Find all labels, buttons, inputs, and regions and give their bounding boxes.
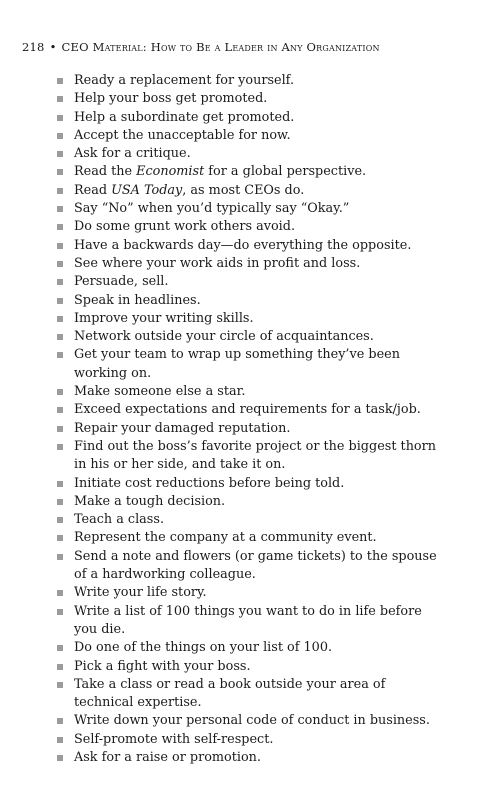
text-segment: Represent the company at a community event. bbox=[74, 530, 377, 546]
square-bullet-icon bbox=[57, 737, 63, 743]
list-item-text bbox=[74, 347, 400, 380]
list-item-text bbox=[74, 476, 344, 491]
list-item bbox=[57, 163, 442, 181]
text-segment: Exceed expectations and requirements for a task/job. bbox=[74, 402, 421, 418]
list-item-text bbox=[74, 732, 273, 747]
text-segment: Initiate cost reductions before being told. bbox=[74, 475, 345, 491]
list-item bbox=[57, 749, 442, 767]
text-segment: Improve your writing skills. bbox=[74, 310, 254, 326]
list-item bbox=[57, 218, 442, 236]
list-item-text bbox=[74, 201, 349, 216]
text-segment: Have a backwards day—do everything the opposite. bbox=[74, 237, 412, 253]
list-item bbox=[57, 438, 442, 475]
list-item bbox=[57, 603, 442, 640]
list-item bbox=[57, 109, 442, 127]
text-segment: Write a list of 100 things you want to do in life before you die. bbox=[74, 603, 422, 637]
square-bullet-icon bbox=[57, 755, 63, 761]
text-segment: Speak in headlines. bbox=[74, 292, 201, 308]
list-item-text bbox=[74, 530, 377, 545]
list-item-text bbox=[74, 677, 385, 710]
text-segment: Take a class or read a book outside your area of technical expertise. bbox=[74, 676, 386, 711]
list-item bbox=[57, 346, 442, 383]
list-item-text bbox=[74, 73, 294, 88]
square-bullet-icon bbox=[57, 535, 63, 541]
text-segment: Teach a class. bbox=[74, 512, 165, 528]
square-bullet-icon bbox=[57, 389, 63, 395]
square-bullet-icon bbox=[57, 78, 63, 84]
list-item-text bbox=[74, 604, 422, 637]
square-bullet-icon bbox=[57, 115, 63, 121]
list-item-text bbox=[74, 329, 374, 344]
list-item-text bbox=[74, 713, 430, 728]
square-bullet-icon bbox=[57, 279, 63, 285]
text-segment: Help a subordinate get promoted. bbox=[74, 109, 295, 125]
list-item bbox=[57, 182, 442, 200]
list-item bbox=[57, 511, 442, 529]
list-item-text bbox=[74, 110, 294, 125]
square-bullet-icon bbox=[57, 499, 63, 505]
square-bullet-icon bbox=[57, 407, 63, 413]
list-item bbox=[57, 90, 442, 108]
square-bullet-icon bbox=[57, 664, 63, 670]
square-bullet-icon bbox=[57, 169, 63, 175]
text-segment: Write down your personal code of conduct in business. bbox=[74, 713, 430, 729]
square-bullet-icon bbox=[57, 682, 63, 688]
square-bullet-icon bbox=[57, 334, 63, 340]
list-item-text bbox=[74, 659, 251, 674]
text-segment: Help your boss get promoted. bbox=[74, 91, 268, 107]
page-number: 218 bbox=[22, 40, 45, 54]
list-item bbox=[57, 639, 442, 657]
list-item-text bbox=[74, 238, 411, 253]
list-item-text bbox=[74, 640, 332, 655]
list-item-text bbox=[74, 402, 421, 417]
list-item-text bbox=[74, 549, 437, 582]
italic-title: USA Today bbox=[111, 182, 183, 198]
text-segment: Write your life story. bbox=[74, 585, 207, 601]
square-bullet-icon bbox=[57, 481, 63, 487]
list-item-text bbox=[74, 421, 290, 436]
list-item bbox=[57, 548, 442, 585]
list-item bbox=[57, 328, 442, 346]
list-item bbox=[57, 72, 442, 90]
list-item bbox=[57, 420, 442, 438]
list-item-text bbox=[74, 311, 254, 326]
list-item-text bbox=[74, 293, 201, 308]
list-item bbox=[57, 584, 442, 602]
list-item-text bbox=[74, 146, 191, 161]
list-item bbox=[57, 658, 442, 676]
text-segment: for a global perspective. bbox=[204, 164, 367, 180]
list-item bbox=[57, 273, 442, 291]
list-item bbox=[57, 529, 442, 547]
list-item-text bbox=[74, 128, 291, 143]
square-bullet-icon bbox=[57, 609, 63, 615]
list-item bbox=[57, 383, 442, 401]
square-bullet-icon bbox=[57, 352, 63, 358]
list-item bbox=[57, 493, 442, 511]
square-bullet-icon bbox=[57, 261, 63, 267]
text-segment: Read bbox=[74, 182, 112, 198]
list-item bbox=[57, 676, 442, 713]
list-item-text bbox=[74, 384, 245, 399]
list-item bbox=[57, 475, 442, 493]
square-bullet-icon bbox=[57, 151, 63, 157]
list-item bbox=[57, 200, 442, 218]
list-item-text bbox=[74, 512, 164, 527]
text-segment: Ask for a critique. bbox=[74, 146, 191, 162]
text-segment: Repair your damaged reputation. bbox=[74, 420, 291, 436]
text-segment: Get your team to wrap up something they’ve been working on. bbox=[74, 347, 400, 381]
text-segment: Persuade, sell. bbox=[74, 274, 169, 290]
text-segment: Send a note and flowers (or game tickets) to the spouse of a hardworking colleague. bbox=[74, 548, 437, 583]
list-item-text bbox=[74, 494, 225, 509]
list-item bbox=[57, 145, 442, 163]
bullet-list bbox=[57, 72, 442, 767]
list-item-text bbox=[74, 256, 360, 271]
text-segment: , as most CEOs do. bbox=[182, 182, 305, 198]
book-title: CEO Material: How to Be a Leader in Any Organization bbox=[61, 40, 380, 54]
square-bullet-icon bbox=[57, 554, 63, 560]
list-item-text bbox=[74, 183, 304, 198]
square-bullet-icon bbox=[57, 133, 63, 139]
text-segment: Self-promote with self-respect. bbox=[74, 731, 274, 747]
list-item-text bbox=[74, 164, 366, 179]
text-segment: Pick a fight with your boss. bbox=[74, 658, 251, 674]
list-item bbox=[57, 255, 442, 273]
running-head bbox=[22, 40, 380, 54]
text-segment: Ready a replacement for yourself. bbox=[74, 73, 295, 88]
square-bullet-icon bbox=[57, 718, 63, 724]
list-item-text bbox=[74, 585, 207, 600]
square-bullet-icon bbox=[57, 590, 63, 596]
square-bullet-icon bbox=[57, 224, 63, 230]
square-bullet-icon bbox=[57, 444, 63, 450]
list-item bbox=[57, 237, 442, 255]
square-bullet-icon bbox=[57, 206, 63, 212]
list-item bbox=[57, 712, 442, 730]
text-segment: Make someone else a star. bbox=[74, 384, 246, 400]
italic-title: Economist bbox=[136, 164, 205, 180]
text-segment: Do some grunt work others avoid. bbox=[74, 219, 296, 235]
square-bullet-icon bbox=[57, 316, 63, 322]
square-bullet-icon bbox=[57, 517, 63, 523]
text-segment: Find out the boss’s favorite project or the biggest thorn in his or her side, and take it on. bbox=[74, 438, 436, 473]
list-item bbox=[57, 292, 442, 310]
square-bullet-icon bbox=[57, 188, 63, 194]
text-segment: Say “No” when you’d typically say “Okay.” bbox=[74, 201, 350, 217]
square-bullet-icon bbox=[57, 243, 63, 249]
list-item-text bbox=[74, 439, 436, 472]
list-item-text bbox=[74, 219, 295, 234]
list-item bbox=[57, 731, 442, 749]
square-bullet-icon bbox=[57, 426, 63, 432]
square-bullet-icon bbox=[57, 298, 63, 304]
list-item bbox=[57, 310, 442, 328]
text-segment: Accept the unacceptable for now. bbox=[74, 127, 291, 143]
list-item-text bbox=[74, 750, 261, 765]
text-segment: Read the bbox=[74, 164, 137, 180]
separator-dot: • bbox=[49, 40, 57, 54]
text-segment: See where your work aids in profit and loss. bbox=[74, 255, 361, 271]
text-segment: Make a tough decision. bbox=[74, 493, 226, 509]
square-bullet-icon bbox=[57, 96, 63, 102]
list-item bbox=[57, 127, 442, 145]
text-segment: Do one of the things on your list of 100. bbox=[74, 640, 333, 656]
list-item bbox=[57, 401, 442, 419]
text-segment: Ask for a raise or promotion. bbox=[74, 749, 261, 765]
text-segment: Network outside your circle of acquaintances. bbox=[74, 329, 374, 345]
list-item-text bbox=[74, 91, 267, 106]
square-bullet-icon bbox=[57, 645, 63, 651]
list-item-text bbox=[74, 274, 168, 289]
